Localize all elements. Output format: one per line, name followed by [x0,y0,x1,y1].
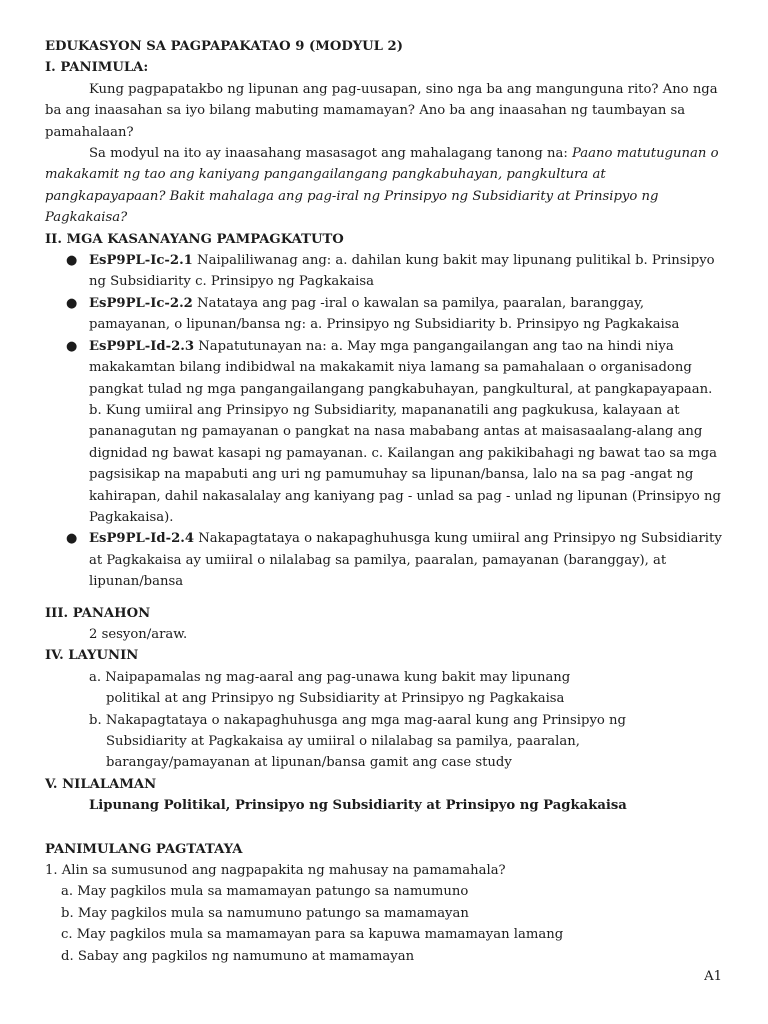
section-nilalaman-heading: V. NILALAMAN [45,776,157,792]
panahon-text: 2 sesyon/araw. [89,626,188,642]
bullet-icon: ● [66,295,78,311]
competency-list [45,250,725,593]
pretest-option-b: b. May pagkilos mula sa namumuno patungo sa mamamayan [61,905,469,921]
pretest-option-d: d. Sabay ang pagkilos ng namumuno at mamamayan [61,948,415,964]
panimula-paragraph-2-text: Sa modyul na ito ay inaasahang masasagot ang mahalagang tanong na: [89,146,573,162]
bullet-icon: ● [66,253,78,269]
section-layunin-heading: IV. LAYUNIN [45,648,139,664]
layunin-b-line-3: barangay/pamayanan at lipunan/bansa gamit ang case study [106,755,512,771]
pretest-option-c: c. May pagkilos mula sa mamamayan para sa kapuwa mamamayan lamang [61,927,564,943]
competency-text: Naipaliliwanag ang: a. dahilan kung bakit may lipunang pulitikal b. Prinsipyo ng Subsidiarity c. Prinsipyo ng Pagkakaisa [89,253,715,290]
nilalaman-text: Lipunang Politikal, Prinsipyo ng Subsidiarity at Prinsipyo ng Pagkakaisa [89,798,627,814]
competency-text: Nakapagtataya o nakapaghuhusga kung umiiral ang Prinsipyo ng Subsidiarity at Pagkakaisa ay umiiral o nilalabag sa pamilya, paaralan, pamayanan (baranggay), at lipunan/bansa [89,531,722,590]
competency-text: Napatutunayan na: a. May mga pangangailangan ang tao na hindi niya makakamtan bilang indibidwal na makakamit niya lamang sa pamahalaan o organisadong pangkat tulad ng mga pangangailangang pangkabuhayan, pangkultural, at pangkapayapaan. b. Kung umiiral ang Prinsipyo ng Subsidiarity, mapananatili ang pagkukusa, kalayaan at pananagutan ng pamayanan o pangkat na nasa mababang antas at maisasaalang-alang ang dignidad ng bawat kasapi ng pamayanan. c. Kailangan ang pakikibahagi ng bawat tao sa mga pagsisikap na mapabuti ang uri ng pamumuhay sa lipunan/bansa, lalo na sa pag -angat ng kahirapan, dahil nakasalalay ang kaniyang pag - unlad sa pag - unlad ng lipunan (Prinsipyo ng Pagkakaisa). [89,338,721,525]
competency-item [45,250,725,293]
pretest-option-a: a. May pagkilos mula sa mamamayan patungo sa namumuno [61,884,469,900]
layunin-a-line-2: politikal at ang Prinsipyo ng Subsidiarity at Prinsipyo ng Pagkakaisa [106,691,565,707]
section-kasanayan-heading: II. MGA KASANAYANG PAMPAGKATUTO [45,231,344,247]
spacer [45,593,725,603]
bullet-icon: ● [66,338,78,354]
competency-item [45,336,725,529]
page-number: A1 [704,969,722,984]
competency-code: EsP9PL-Ic-2.2 [89,295,193,311]
panimula-key-question: Paano matutugunan o makakamit ng tao ang kaniyang pangangailangang pangkabuhayan, pangkultura at pangkapayapaan? Bakit mahalaga ang pag-iral ng Prinsipyo ng Subsidiarity at Prinsipyo ng Pagkakaisa? [45,146,719,226]
competency-code: EsP9PL-Id-2.3 [89,338,195,354]
section-panimula-heading: I. PANIMULA: [45,60,149,76]
pretest-heading: PANIMULANG PAGTATAYA [45,841,243,857]
pretest-question: 1. Alin sa sumusunod ang nagpapakita ng mahusay na pamamahala? [45,863,506,879]
panimula-paragraph-2 [45,143,725,229]
competency-text: Natataya ang pag -iral o kawalan sa pamilya, paaralan, baranggay, pamayanan, o lipunan/bansa ng: a. Prinsipyo ng Subsidiarity b. Prinsipyo ng Pagkakaisa [89,295,680,333]
bullet-icon: ● [66,531,78,547]
document-title: EDUKASYON SA PAGPAPAKATAO 9 (MODYUL 2) [45,39,403,54]
competency-item [45,528,725,592]
panimula-paragraph-1-text: Kung pagpapatakbo ng lipunan ang pag-uusapan, sino nga ba ang mangunguna rito? Ano nga ba ang inaasahan sa iyo bilang mabuting mamamayan? Ano ba ang inaasahan ng taumbayan sa pamahalaan? [45,81,718,140]
competency-item [45,293,725,336]
panimula-paragraph-1 [45,79,725,143]
competency-code: EsP9PL-Ic-2.1 [89,253,193,269]
document-page [45,36,725,967]
competency-code: EsP9PL-Id-2.4 [89,531,195,547]
spacer [45,817,725,839]
section-panahon-heading: III. PANAHON [45,605,151,621]
layunin-a-line-1: a. Naipapamalas ng mag-aaral ang pag-unawa kung bakit may lipunang [89,669,571,685]
layunin-b-line-2: Subsidiarity at Pagkakaisa ay umiiral o nilalabag sa pamilya, paaralan, [106,734,580,749]
layunin-b-line-1: b. Nakapagtataya o nakapaghuhusga ang mga mag-aaral kung ang Prinsipyo ng [89,712,626,728]
